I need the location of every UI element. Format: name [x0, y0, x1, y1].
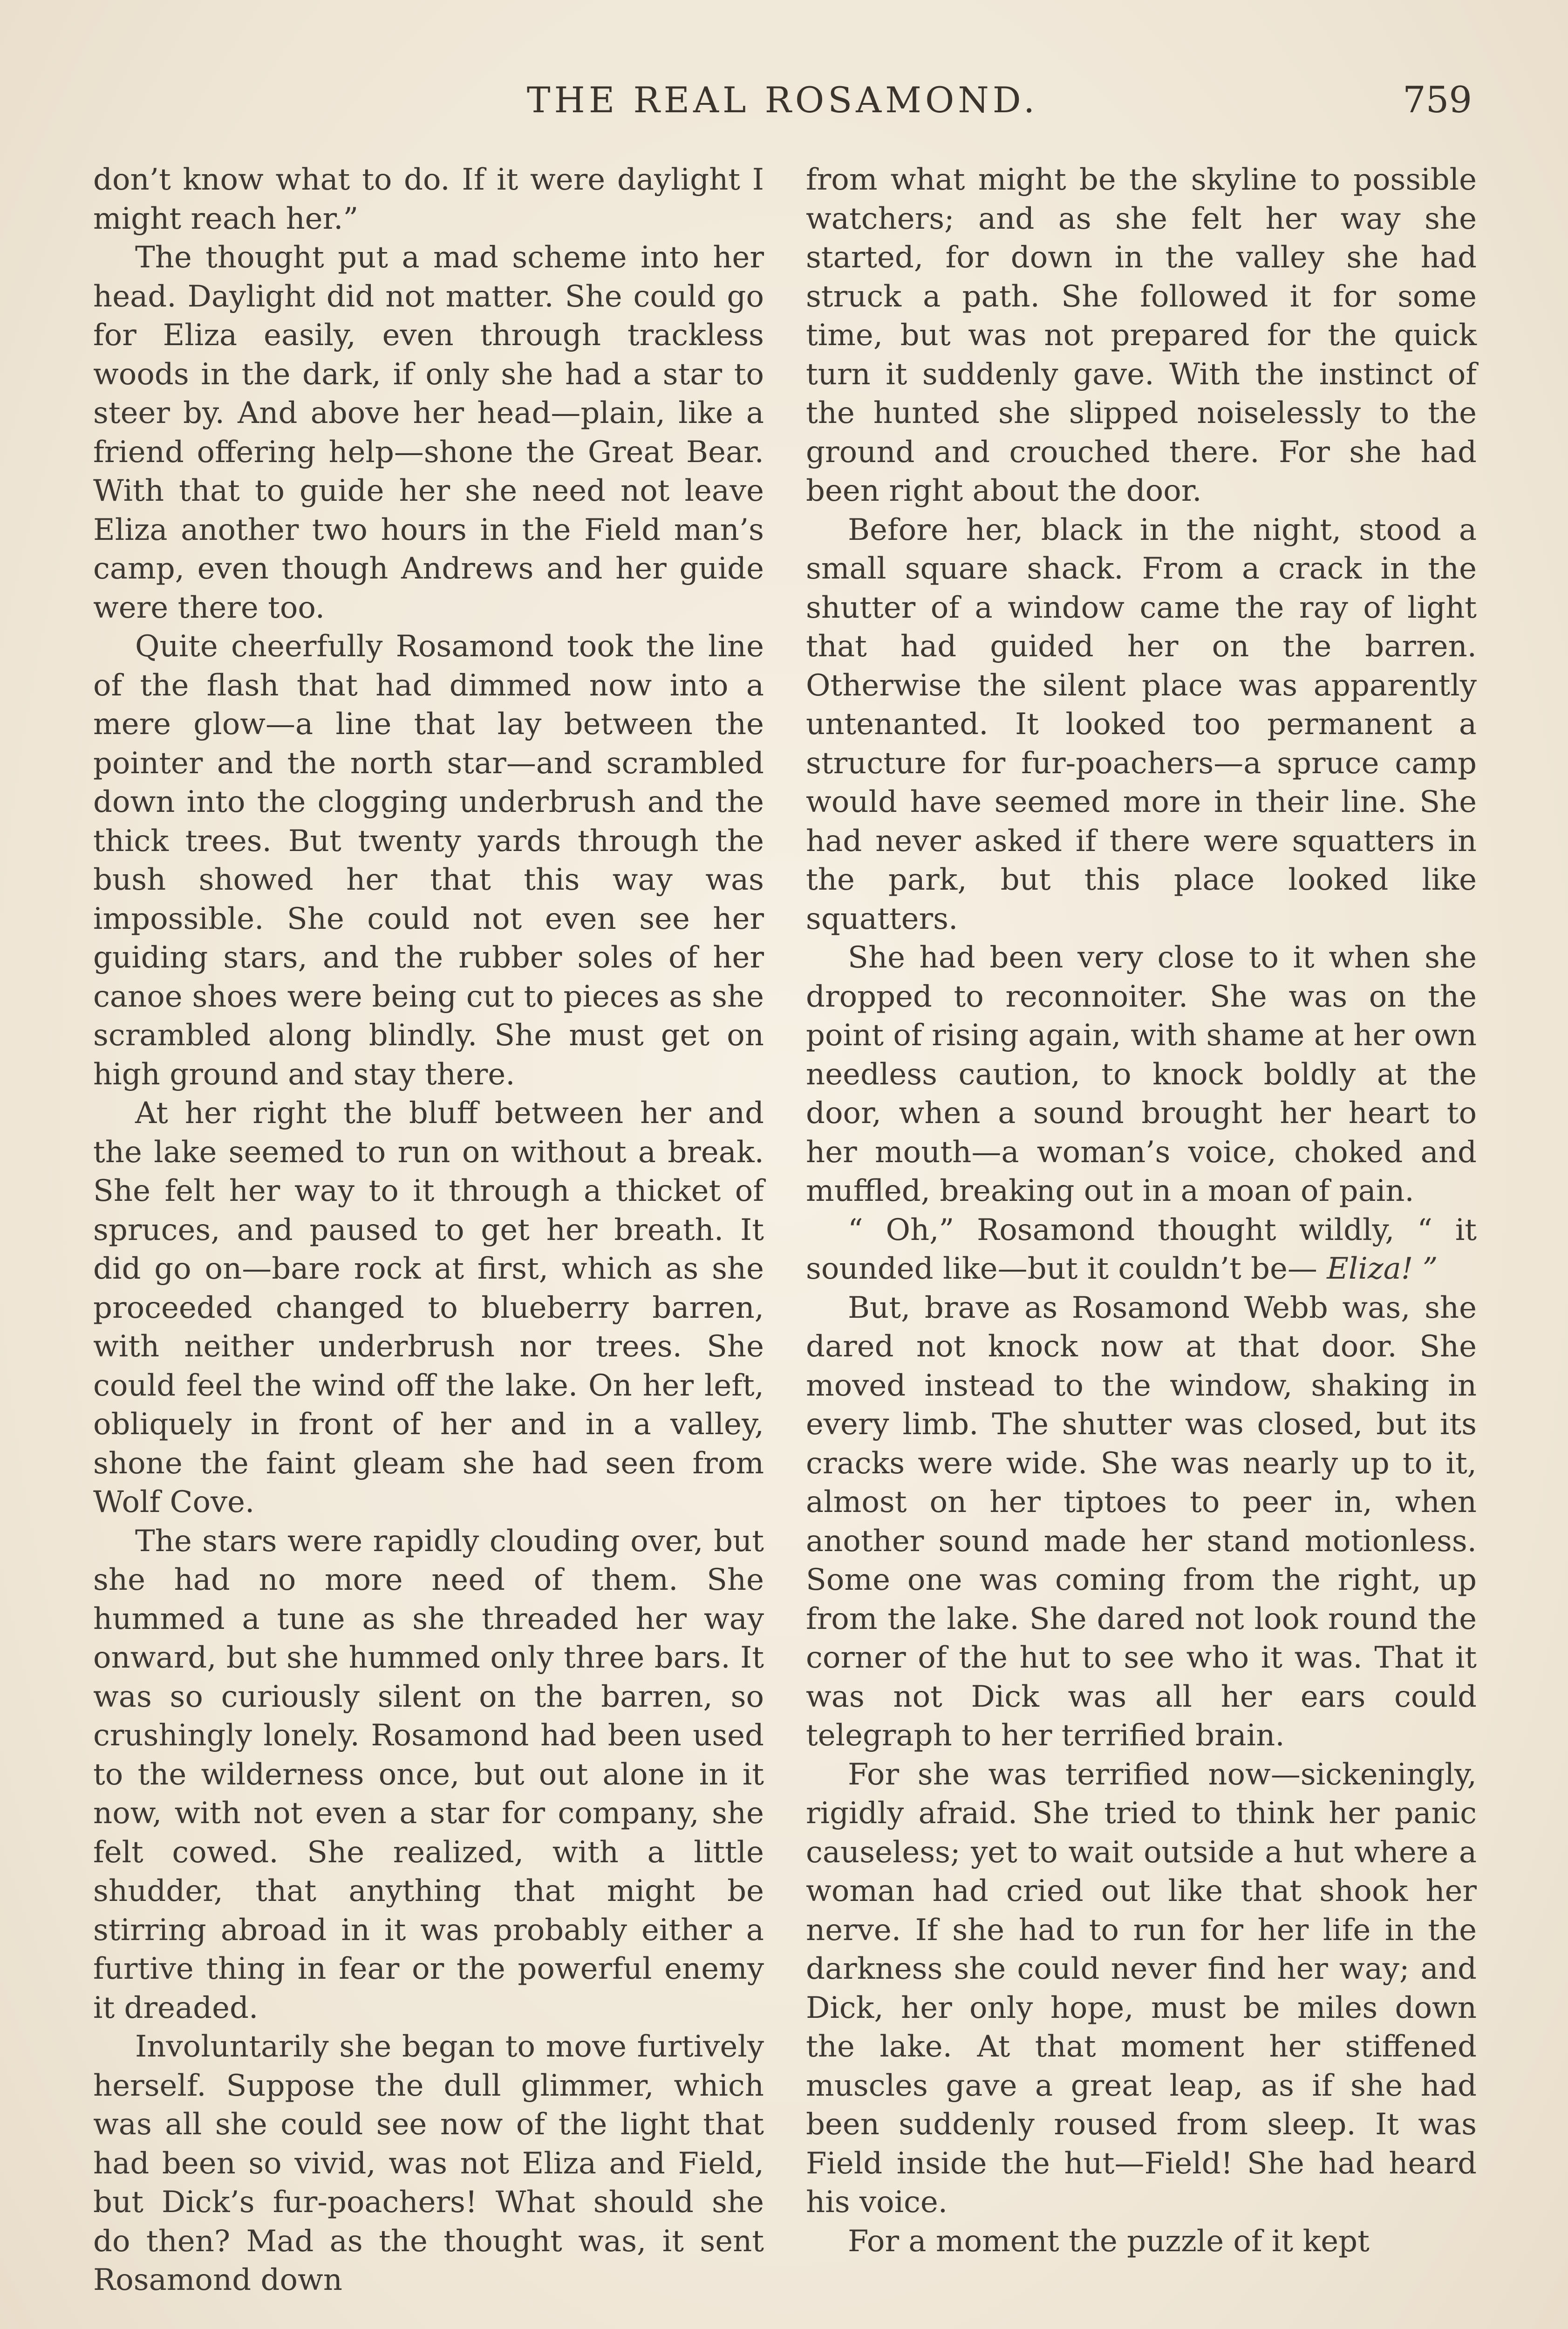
right-column — [806, 161, 1477, 2261]
dialog-text: “ Oh,” Rosamond thought wildly, “ it sounded like—but it couldn’t be— — [806, 1212, 1477, 1286]
dialog-italic: Eliza! ” — [1327, 1252, 1438, 1286]
page-number: 759 — [1403, 79, 1472, 121]
paragraph: Quite cheerfully Rosamond took the line of the flash that had dimmed now into a mere glow—a line that lay between the pointer and the north star—and scrambled down into the clogging underbrush and the thick trees. But twenty yards through the bush showed her that this way was impossible. She could not even see her guiding stars, and the rubber soles of her canoe shoes were being cut to pieces as she scrambled along blindly. She must get on high ground and stay there. — [93, 629, 764, 1092]
paragraph: don’t know what to do. If it were daylight I might reach her.” — [93, 163, 764, 236]
paragraph: The thought put a mad scheme into her head. Daylight did not matter. She could go for Eliza easily, even through trackless woods in the dark, if only she had a star to steer by. And above her head—plain, like a friend offering help—shone the Great Bear. With that to guide her she need not leave Eliza another two hours in the Field man’s camp, even though Andrews and her guide were there too. — [93, 240, 764, 625]
paragraph: For a moment the puzzle of it kept — [848, 2224, 1370, 2259]
paragraph: At her right the bluff between her and the lake seemed to run on without a break. She felt her way to it through a thicket of spruces, and paused to get her breath. It did go on—bare rock at first, which as she proceeded changed to blueberry barren, with neither underbrush nor trees. She could feel the wind off the lake. On her left, obliquely in front of her and in a valley, shone the faint gleam she had seen from Wolf Cove. — [93, 1096, 764, 1519]
running-title: THE REAL ROSAMOND. — [526, 79, 1039, 121]
page-header — [93, 79, 1472, 135]
left-column — [93, 161, 764, 2300]
paragraph: For she was terrified now—sickeningly, rigidly afraid. She tried to think her panic causeless; yet to wait outside a hut where a woman had cried out like that shook her nerve. If she had to run for her life in the darkness she could never find her way; and Dick, her only hope, must be miles down the lake. At that moment her stiffened muscles gave a great leap, as if she had been suddenly roused from sleep. It was Field inside the hut—Field! She had heard his voice. — [806, 1757, 1477, 2220]
dialog-paragraph — [806, 1211, 1477, 1289]
paragraph: Before her, black in the night, stood a small square shack. From a crack in the shutter of a window came the ray of light that had guided her on the barren. Otherwise the silent place was apparently untenanted. It looked too permanent a structure for fur-poachers—a spruce camp would have seemed more in their line. She had never asked if there were squatters in the park, but this place looked like squatters. — [806, 512, 1477, 936]
paragraph: She had been very close to it when she dropped to reconnoiter. She was on the point of rising again, with shame at her own needless caution, to knock boldly at the door, when a sound brought her heart to her mouth—a woman’s voice, choked and muffled, breaking out in a moan of pain. — [806, 940, 1477, 1208]
paragraph: The stars were rapidly clouding over, but she had no more need of them. She hummed a tune as she threaded her way onward, but she hummed only three bars. It was so curiously silent on the barren, so crushingly lonely. Rosamond had been used to the wilderness once, but out alone in it now, with not even a star for company, she felt cowed. She realized, with a little shudder, that anything that might be stirring abroad in it was probably either a furtive thing in fear or the powerful enemy it dreaded. — [93, 1524, 764, 2025]
paragraph: Involuntarily she began to move furtively herself. Suppose the dull glimmer, which was all she could see now of the light that had been so vivid, was not Eliza and Field, but Dick’s fur-poachers! What should she do then? Mad as the thought was, it sent Rosamond down — [93, 2029, 764, 2297]
paragraph: from what might be the skyline to possible watchers; and as she felt her way she started, for down in the valley she had struck a path. She followed it for some time, but was not prepared for the quick turn it suddenly gave. With the instinct of the hunted she slipped noiselessly to the ground and crouched there. For she had been right about the door. — [806, 163, 1477, 508]
paragraph: But, brave as Rosamond Webb was, she dared not knock now at that door. She moved instead to the window, shaking in every limb. The shutter was closed, but its cracks were wide. She was nearly up to it, almost on her tiptoes to peer in, when another sound made her stand motionless. Some one was coming from the right, up from the lake. She dared not look round the corner of the hut to see who it was. That it was not Dick was all her ears could telegraph to her terrified brain. — [806, 1290, 1477, 1753]
